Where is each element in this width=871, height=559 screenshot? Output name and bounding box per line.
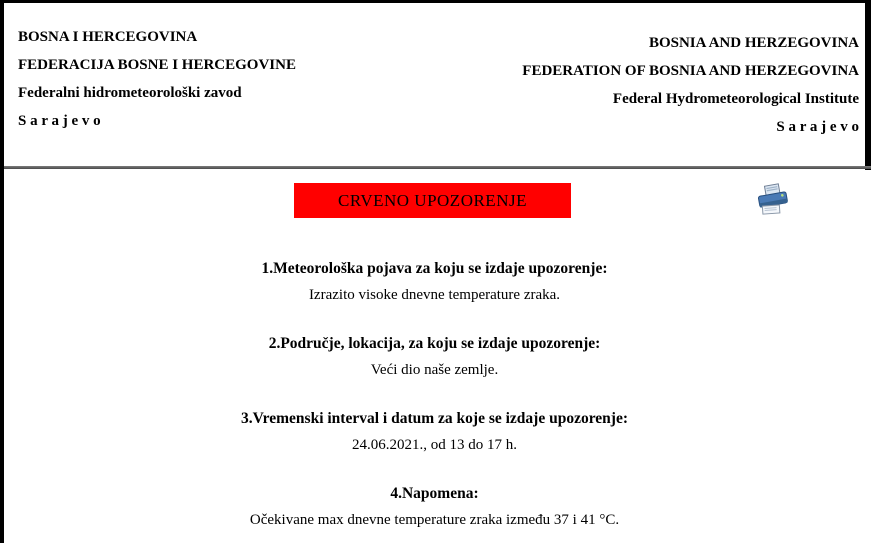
section-area-heading: 2.Područje, lokacija, za koju se izdaje upozorenje: — [268, 335, 601, 352]
section-interval-heading: 3.Vremenski interval i datum za koje se izdaje upozorenje: — [240, 410, 628, 427]
letterhead — [4, 3, 865, 146]
letterhead-bosnian — [4, 3, 296, 146]
org-institute-bs: Federalni hidrometeorološki zavod — [18, 85, 242, 101]
section-phenomenon-text: Izrazito visoke dnevne temperature zraka. — [308, 287, 561, 303]
section-interval — [4, 409, 865, 455]
section-note-text: Očekivane max dnevne temperature zraka između 37 i 41 °C. — [249, 512, 620, 528]
section-phenomenon — [4, 259, 865, 305]
org-federation-bs: FEDERACIJA BOSNE I HERCEGOVINE — [18, 57, 296, 73]
section-area-text: Veći dio naše zemlje. — [370, 362, 499, 378]
warning-banner-label: CRVENO UPOZORENJE — [338, 190, 527, 210]
section-phenomenon-heading: 1.Meteorološka pojava za koju se izdaje upozorenje: — [261, 260, 608, 277]
letterhead-english — [522, 3, 865, 146]
frame-border-right — [865, 0, 871, 170]
printer-icon-graphic — [754, 183, 792, 217]
section-note — [4, 484, 865, 530]
org-city-en: S a r a j e v o — [776, 119, 859, 135]
org-federation-en: FEDERATION OF BOSNIA AND HERZEGOVINA — [522, 63, 859, 79]
warning-sections — [4, 259, 865, 559]
warning-banner — [294, 183, 571, 218]
header-divider — [4, 166, 871, 169]
section-interval-text: 24.06.2021., od 13 do 17 h. — [352, 437, 517, 453]
printer-icon[interactable] — [754, 183, 792, 217]
org-country-en: BOSNIA AND HERZEGOVINA — [648, 35, 859, 51]
org-city-bs: S a r a j e v o — [18, 113, 101, 129]
org-country-bs: BOSNA I HERCEGOVINA — [18, 29, 198, 45]
section-area — [4, 334, 865, 380]
org-institute-en: Federal Hydrometeorological Institute — [612, 91, 859, 107]
section-note-heading: 4.Napomena: — [390, 485, 479, 502]
